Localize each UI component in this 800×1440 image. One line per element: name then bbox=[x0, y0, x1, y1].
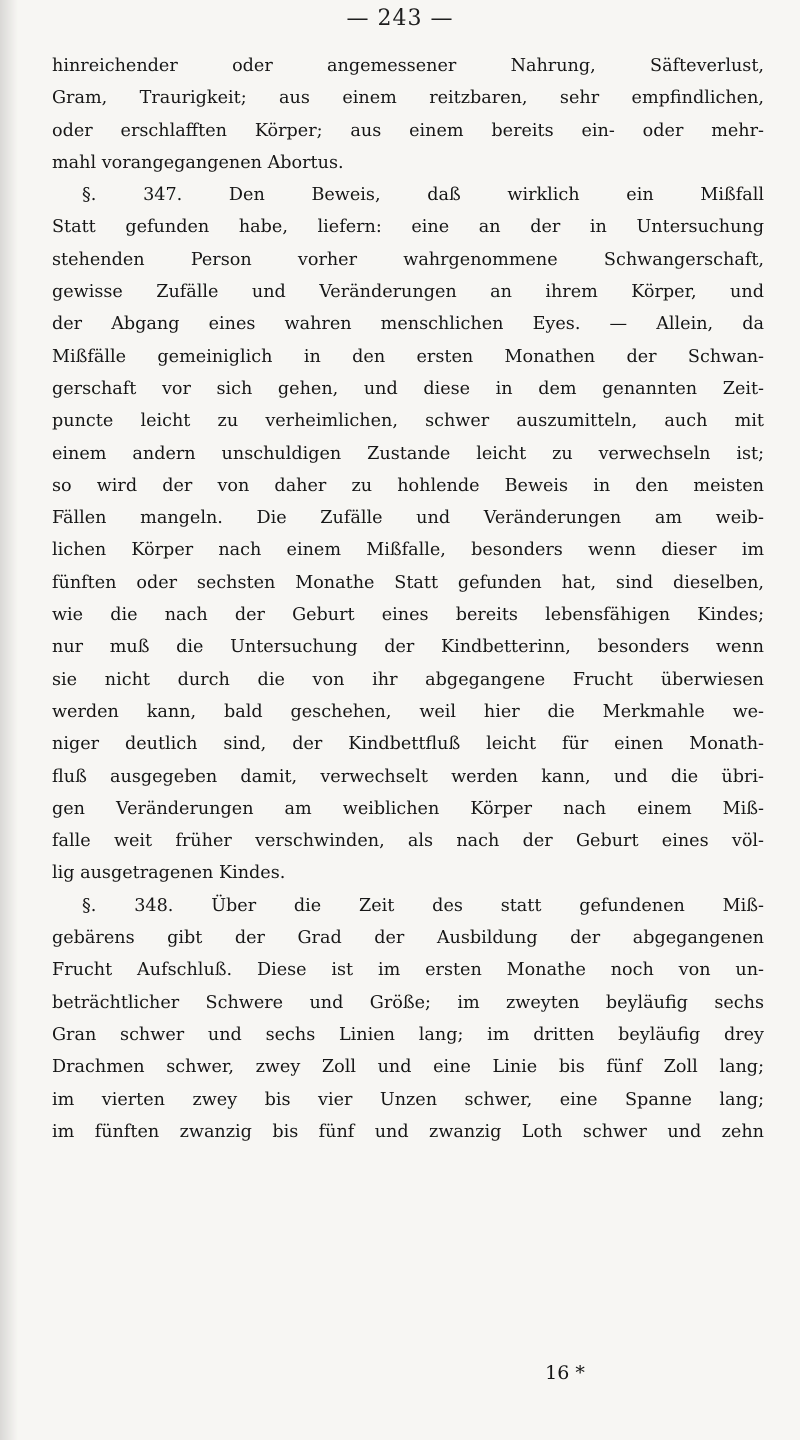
text-line: puncte leicht zu verheimlichen, schwer auszumitteln, auch mit bbox=[52, 411, 764, 432]
text-line: fluß ausgegeben damit, verwechselt werden kann, und die übri- bbox=[52, 766, 764, 787]
text-line: wie die nach der Geburt eines bereits lebensfähigen Kindes; bbox=[52, 605, 764, 626]
text-line: hinreichender oder angemessener Nahrung, Säfteverlust, bbox=[52, 56, 764, 76]
body-text bbox=[52, 50, 764, 1148]
text-line: §. 347. Den Beweis, daß wirklich ein Mißfall bbox=[82, 185, 764, 206]
text-line: der Abgang eines wahren menschlichen Eyes. — Allein, da bbox=[52, 314, 764, 335]
text-line: Drachmen schwer, zwey Zoll und eine Linie bis fünf Zoll lang; bbox=[52, 1057, 764, 1078]
text-line: im vierten zwey bis vier Unzen schwer, eine Spanne lang; bbox=[52, 1089, 764, 1110]
text-line: Gram, Traurigkeit; aus einem reitzbaren, sehr empfindlichen, bbox=[52, 88, 764, 109]
text-line: werden kann, bald geschehen, weil hier die Merkmahle we- bbox=[52, 701, 764, 722]
text-line: gen Veränderungen am weiblichen Körper nach einem Miß- bbox=[52, 798, 764, 819]
text-line: Gran schwer und sechs Linien lang; im dritten beyläufig drey bbox=[52, 1024, 764, 1045]
text-line: gerschaft vor sich gehen, und diese in dem genannten Zeit- bbox=[52, 378, 764, 399]
text-line: beträchtlicher Schwere und Größe; im zweyten beyläufig sechs bbox=[52, 992, 764, 1013]
text-line: Frucht Aufschluß. Diese ist im ersten Monathe noch von un- bbox=[52, 960, 764, 981]
page-gutter-shadow bbox=[0, 0, 18, 1440]
text-line: lig ausgetragenen Kindes. bbox=[52, 863, 286, 884]
text-line: falle weit früher verschwinden, als nach der Geburt eines völ- bbox=[52, 831, 764, 852]
text-line: fünften oder sechsten Monathe Statt gefunden hat, sind dieselben, bbox=[52, 572, 764, 593]
text-line: §. 348. Über die Zeit des statt gefundenen Miß- bbox=[82, 895, 764, 916]
text-line: stehenden Person vorher wahrgenommene Schwangerschaft, bbox=[52, 249, 764, 270]
text-line: mahl vorangegangenen Abortus. bbox=[52, 152, 344, 173]
text-line: Fällen mangeln. Die Zufälle und Veränderungen am weib- bbox=[52, 508, 764, 529]
text-line: lichen Körper nach einem Mißfalle, besonders wenn dieser im bbox=[52, 540, 764, 561]
text-line: einem andern unschuldigen Zustande leicht zu verwechseln ist; bbox=[52, 443, 764, 464]
text-line: im fünften zwanzig bis fünf und zwanzig Loth schwer und zehn bbox=[52, 1121, 764, 1142]
text-line: gebärens gibt der Grad der Ausbildung der abgegangenen bbox=[52, 928, 764, 949]
text-line: gewisse Zufälle und Veränderungen an ihrem Körper, und bbox=[52, 282, 764, 303]
text-line: Statt gefunden habe, liefern: eine an der in Untersuchung bbox=[52, 217, 764, 238]
text-line: niger deutlich sind, der Kindbettfluß leicht für einen Monath- bbox=[52, 734, 764, 755]
signature-mark: 16 * bbox=[545, 1362, 585, 1384]
page-number: — 243 — bbox=[346, 6, 454, 31]
text-line: sie nicht durch die von ihr abgegangene Frucht überwiesen bbox=[52, 669, 764, 690]
text-line: Mißfälle gemeiniglich in den ersten Monathen der Schwan- bbox=[52, 346, 764, 367]
text-line: oder erschlafften Körper; aus einem bereits ein- oder mehr- bbox=[52, 120, 764, 141]
text-line: so wird der von daher zu hohlende Beweis in den meisten bbox=[52, 475, 764, 496]
text-line: nur muß die Untersuchung der Kindbetterinn, besonders wenn bbox=[52, 637, 764, 658]
